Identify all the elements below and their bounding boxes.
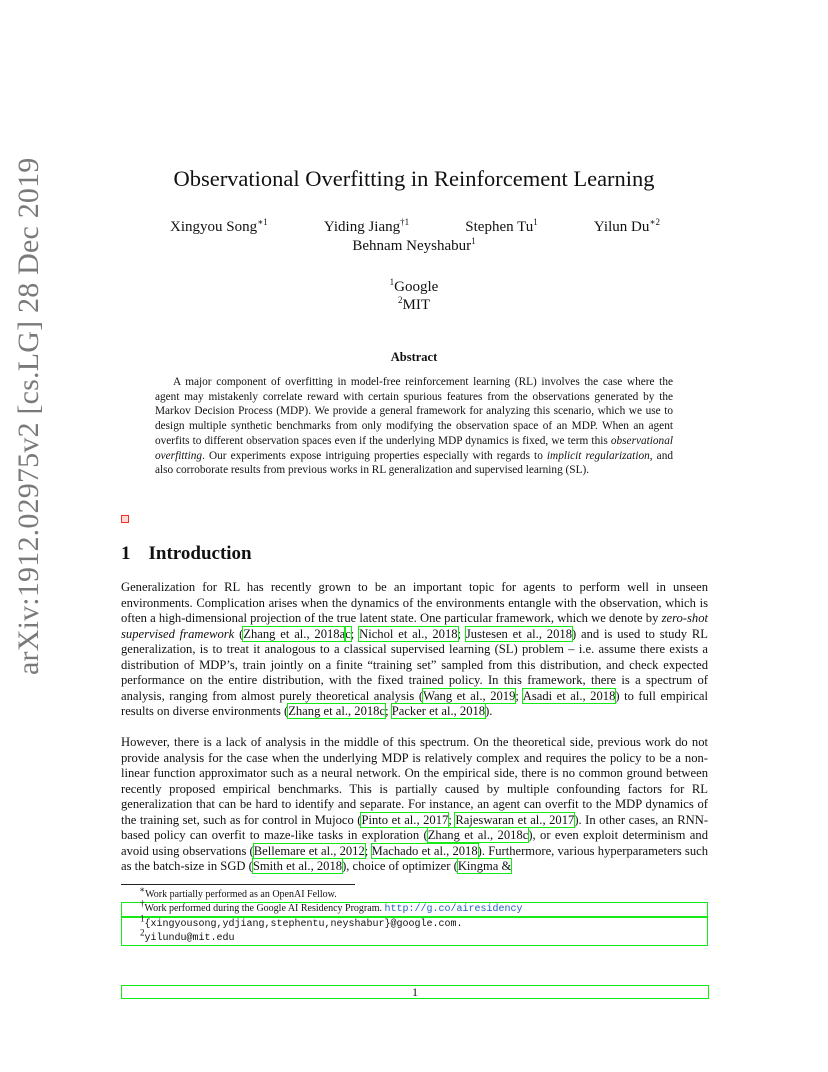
residency-url-link[interactable]: http://g.co/airesidency	[384, 903, 523, 915]
citation-link[interactable]: Asadi et al., 2018	[522, 688, 616, 703]
author: Behnam Neyshabur$^1$	[352, 236, 476, 254]
citation-link[interactable]: Smith et al., 2018	[252, 859, 343, 874]
abstract-text: A major component of overfitting in model-free reinforcement learning (RL) involves the case where the agent may mistakenly correlate reward with certain spurious features from the observations generated by the Markov Decision Process (MDP). We provide a general framework for analyzing this scenario, which we use to design multiple synthetic benchmarks from only modifying the observation space of an MDP. When an agent overfits to different observation spaces even if the underlying MDP dynamics is fixed, we term this observational overfitting. Our experiments expose intriguing properties especially with regards to implicit regularization, and also corroborate results from previous works in RL generalization and supervised learning (SL).	[155, 376, 673, 477]
citation-link[interactable]: Rajeswaran et al., 2017	[455, 812, 575, 827]
footnote: $^2$yilundu@mit.edu	[140, 927, 235, 944]
citation-link[interactable]: Zhang et al., 2018a	[243, 626, 346, 641]
citation-link[interactable]: Zhang et al., 2018c	[288, 704, 386, 719]
footnote: $^1${xingyousong,ydjiang,stephentu,neyshabur}@google.com.	[140, 913, 463, 930]
citation-link[interactable]: c	[345, 626, 351, 641]
paper-title: Observational Overfitting in Reinforcement Learning	[173, 166, 655, 191]
intro-paragraph-2: However, there is a lack of analysis in the middle of this spectrum. On the theoretical side, previous work do not provide analysis for the case when the underlying MDP is relatively complex and requires the policy to be a non-linear function approximator such as a neural network. On the empirical side, there is no common ground between recently proposed empirical benchmarks. This is partially caused by multiple confounding factors for RL generalization that can be hard to identify and separate. For instance, an agent can overfit to the MDP dynamics of the training set, such as for control in Mujoco (Pinto et al., 2017; Rajeswaran et al., 2017). In other cases, an RNN-based policy can overfit to maze-like tasks in exploration (Zhang et al., 2018c), or even exploit determinism and avoid using observations (Bellemare et al., 2012; Machado et al., 2018). Furthermore, various hyperparameters such as the batch-size in SGD (Smith et al., 2018), choice of optimizer (Kingma &	[121, 735, 709, 874]
affiliation: $^2$MIT	[398, 295, 430, 313]
abstract-heading: Abstract	[390, 350, 438, 364]
author: Yilun $Du^{∗2}$	[593, 217, 660, 235]
intro-paragraph-1: Generalization for RL has recently grown to be an important topic for agents to perform well in unseen environments. Complication arises when the dynamics of the environments entangle with the observation, which is often a high-dimensional projection of the true latent state. One particular framework, which we denote by zero-shot supervised framework (Zhang et al., 2018ac; Nichol et al., 2018; Justesen et al., 2018) and is used to study RL generalization, is to treat it analogous to a classical supervised learning (SL) problem – i.e. assume there exists a distribution of MDP’s, train jointly on a finite “training set” sampled from this distribution, and check expected performance on the entire distribution, with the fixed trained policy. In this framework, there is a spectrum of analysis, ranging from almost purely theoretical analysis (Wang et al., 2019; Asadi et al., 2018) to full empirical results on diverse environments (Zhang et al., 2018c; Packer et al., 2018).	[121, 580, 709, 719]
arxiv-identifier: arXiv:1912.02975v2 [cs.LG] 28 Dec 2019	[12, 157, 45, 675]
footnote-divider	[121, 884, 355, 885]
citation-link[interactable]: Bellemare et al., 2012	[253, 843, 365, 858]
author: Xingyou Song$^{∗1}$	[170, 217, 268, 235]
affiliation: $^1$Google	[389, 277, 439, 295]
section-heading: 1 Introduction	[121, 543, 252, 564]
author: Stephen Tu$^1$	[465, 217, 538, 235]
author-list-line-2	[0, 238, 828, 255]
email-footnote-box[interactable]	[121, 913, 708, 946]
citation-link[interactable]: Packer et al., 2018	[391, 704, 486, 719]
page-number: 1	[121, 985, 709, 999]
citation-link[interactable]: Justesen et al., 2018	[465, 626, 572, 641]
citation-link[interactable]: Nichol et al., 2018	[359, 626, 458, 641]
citation-link[interactable]: Pinto et al., 2017	[361, 812, 449, 827]
footnotes	[121, 884, 708, 946]
citation-link[interactable]: Zhang et al., 2018c	[427, 828, 529, 843]
footnote: ∗Work partially performed as an OpenAI Fellow.	[139, 884, 337, 900]
author-list	[170, 219, 660, 236]
citation-link[interactable]: Machado et al., 2018	[371, 843, 478, 858]
citation-link[interactable]: Wang et al., 2019	[423, 688, 516, 703]
link-marker[interactable]	[121, 515, 129, 523]
citation-link[interactable]: Kingma &	[457, 859, 512, 874]
author: Yiding Jiang$^{\dagger 1}$	[323, 217, 410, 235]
footnote[interactable]: †Work performed during the Google AI Residency Program. http://g.co/airesidency	[121, 902, 708, 918]
